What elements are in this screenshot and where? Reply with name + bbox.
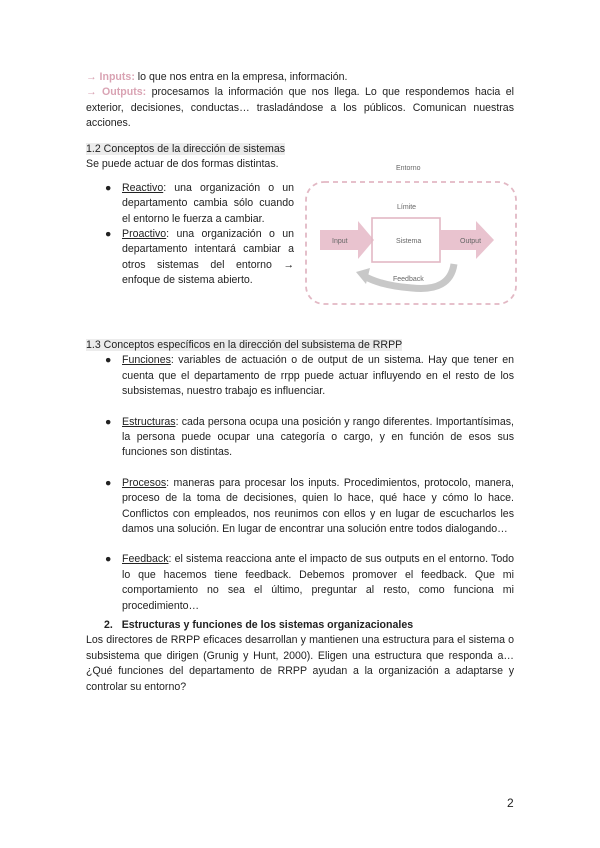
outputs-label: → Outputs: bbox=[86, 86, 147, 99]
inputs-line bbox=[86, 70, 514, 85]
section-2-number: 2. bbox=[104, 619, 113, 631]
section-1-2-heading: 1.2 Conceptos de la dirección de sistemas bbox=[86, 143, 286, 155]
outputs-text: procesamos la información que nos llega. Lo que respondemos hacia el exterior, decisiones, conductas… trasladándose a los públicos. Comunican nuestras acciones. bbox=[86, 86, 514, 130]
section-1-3-heading: 1.3 Conceptos específicos en la dirección del subsistema de RRPP bbox=[86, 339, 403, 351]
item-term: Proactivo bbox=[122, 228, 167, 241]
page-number: 2 bbox=[507, 796, 514, 810]
outputs-paragraph bbox=[86, 85, 514, 131]
item-text: : una organización o un departamento intentará cambiar a otros sistemas del entorno → enfoque de sistema abierto. bbox=[122, 228, 294, 287]
section-1-2 bbox=[86, 142, 301, 289]
section-2-heading: Estructuras y funciones de los sistemas organizacionales bbox=[121, 619, 414, 631]
inputs-text: lo que nos entra en la empresa, información. bbox=[134, 71, 348, 83]
systems-diagram bbox=[300, 160, 522, 310]
list-item bbox=[105, 181, 294, 227]
section-2-heading-line bbox=[86, 618, 514, 633]
list-item bbox=[105, 552, 514, 614]
list-item bbox=[105, 227, 294, 289]
item-text: : variables de actuación o de output de un sistema. Hay que tener en cuenta que el departamento de rrpp puede actuar influyendo en el resto de los subsistemas, nuestro trabajo es influenciar. bbox=[122, 354, 514, 398]
reactivity-list bbox=[105, 181, 294, 289]
section-1-3 bbox=[86, 338, 516, 614]
item-term: Reactivo bbox=[122, 181, 164, 194]
bullet-icon: ● bbox=[105, 553, 112, 566]
bullet-icon: ● bbox=[105, 354, 112, 367]
bullet-icon: ● bbox=[105, 181, 112, 194]
inputs-label: → Inputs: bbox=[86, 71, 135, 83]
bullet-icon: ● bbox=[105, 228, 112, 241]
list-item bbox=[105, 415, 514, 461]
item-term: Procesos bbox=[122, 476, 167, 489]
intro-section bbox=[86, 70, 514, 132]
item-text: : cada persona ocupa una posición y rango diferentes. Importantísimas, la persona puede ocupar una categoría o cargo, y en función de esos sus funciones son distintas. bbox=[122, 415, 514, 459]
item-term: Feedback bbox=[122, 553, 169, 566]
output-label: Output bbox=[460, 238, 482, 245]
item-term: Estructuras bbox=[122, 415, 176, 428]
section-2 bbox=[86, 618, 514, 695]
list-item bbox=[105, 353, 514, 399]
item-text: : el sistema reacciona ante el impacto de sus outputs en el entorno. Todo lo que hacemos tiene feedback. Debemos promover el feedback. Que mi comportamiento no sea el último, preguntar al resto, como funciona mi procedimiento… bbox=[122, 553, 514, 612]
sistema-label: Sistema bbox=[396, 238, 422, 245]
concepts-list bbox=[105, 353, 514, 614]
entorno-label: Entorno bbox=[396, 165, 421, 172]
limite-label: Límite bbox=[397, 204, 417, 211]
item-term: Funciones bbox=[122, 354, 171, 367]
bullet-icon: ● bbox=[105, 476, 112, 489]
list-item bbox=[105, 476, 514, 538]
feedback-label: Feedback bbox=[393, 276, 424, 283]
input-label: Input bbox=[332, 238, 348, 245]
item-text: : maneras para procesar los inputs. Procedimientos, protocolo, manera, proceso de la toma de decisiones, quien lo hace, qué hace y cómo lo hace. Conflictos con empleados, nos reunimos con ellos y en lugar de escucharlos les damos una solución. En lugar de encontrar una solución entre todos dialogando… bbox=[122, 476, 514, 536]
bullet-icon: ● bbox=[105, 415, 112, 428]
item-text: : una organización o un departamento cambia sólo cuando el entorno le fuerza a cambiar. bbox=[122, 181, 294, 225]
section-2-paragraph: Los directores de RRPP eficaces desarrollan y mantienen una estructura para el sistema o subsistema que dirigen (Grunig y Hunt, 2000). Eligen una estructura que responda a… ¿Qué funciones del departamento de RRPP ayudan a la organización a adaptarse y controlar su entorno? bbox=[86, 634, 514, 693]
section-1-2-lead: Se puede actuar de dos formas distintas. bbox=[86, 158, 279, 171]
